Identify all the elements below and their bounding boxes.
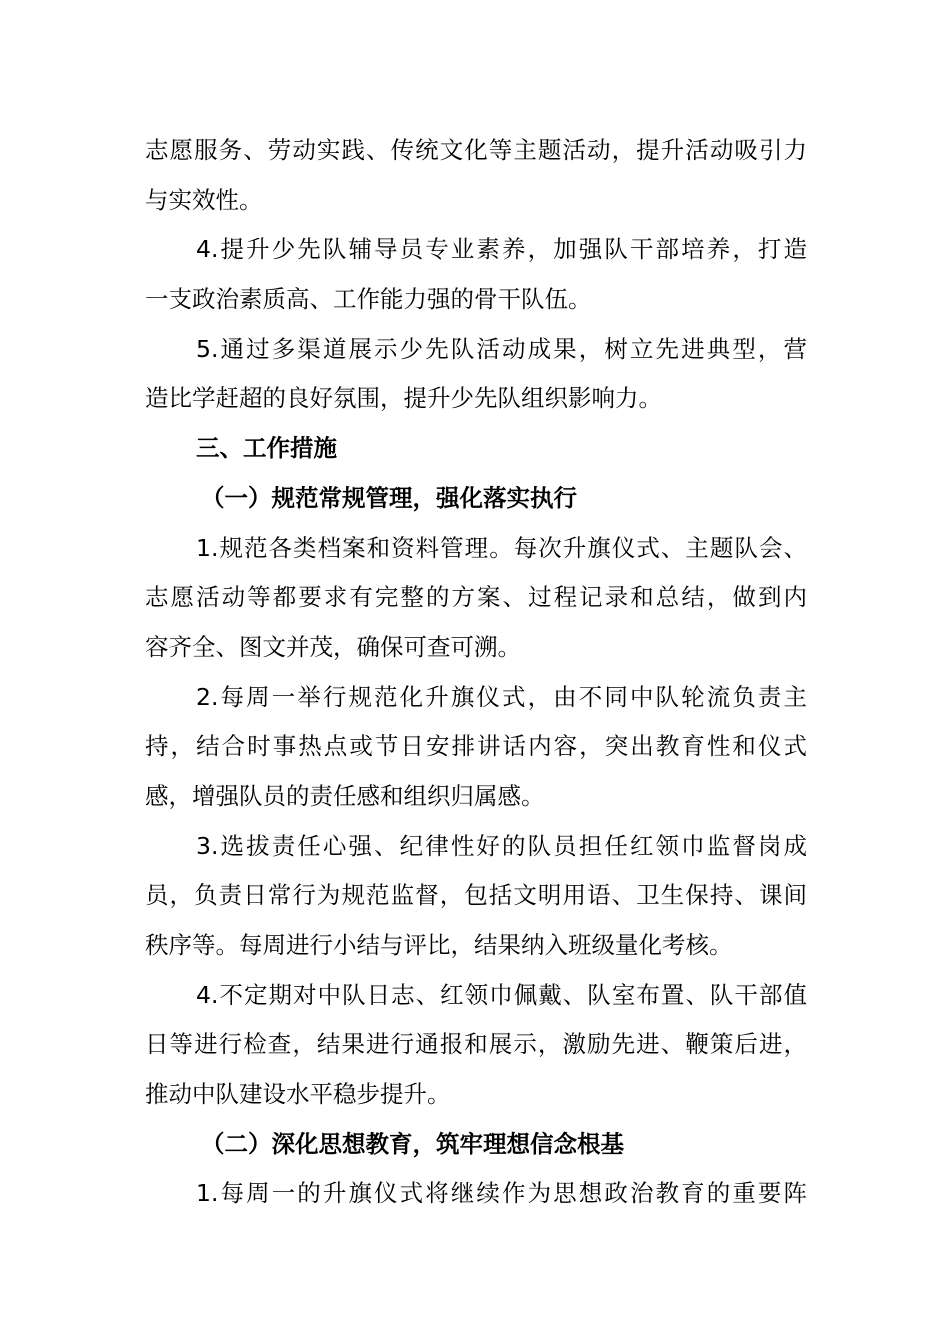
section-heading: 三、工作措施 bbox=[196, 434, 337, 463]
text-line: 推动中队建设水平稳步提升。 bbox=[145, 1080, 451, 1109]
text-line: 一支政治素质高、工作能力强的骨干队伍。 bbox=[145, 285, 592, 314]
text-line: 3.选拔责任心强、纪律性好的队员担任红领巾监督岗成 bbox=[196, 831, 807, 860]
text-line: 与实效性。 bbox=[145, 185, 263, 214]
section-heading: （二）深化思想教育，筑牢理想信念根基 bbox=[201, 1129, 624, 1158]
text-line: 志愿活动等都要求有完整的方案、过程记录和总结，做到内 bbox=[145, 583, 807, 612]
text-line: 1.规范各类档案和资料管理。每次升旗仪式、主题队会、 bbox=[196, 533, 807, 562]
text-line: 2.每周一举行规范化升旗仪式，由不同中队轮流负责主 bbox=[196, 682, 807, 711]
text-line: 志愿服务、劳动实践、传统文化等主题活动，提升活动吸引力 bbox=[145, 136, 807, 164]
text-line: 4.提升少先队辅导员专业素养，加强队干部培养，打造 bbox=[196, 235, 807, 264]
text-line: 日等进行检查，结果进行通报和展示，激励先进、鞭策后进， bbox=[145, 1030, 807, 1059]
section-heading: （一）规范常规管理，强化落实执行 bbox=[201, 483, 577, 512]
text-line: 员，负责日常行为规范监督，包括文明用语、卫生保持、课间 bbox=[145, 881, 807, 910]
text-line: 秩序等。每周进行小结与评比，结果纳入班级量化考核。 bbox=[145, 931, 733, 959]
text-line: 持，结合时事热点或节日安排讲话内容，突出教育性和仪式 bbox=[145, 732, 807, 761]
text-line: 容齐全、图文并茂，确保可查可溯。 bbox=[145, 632, 521, 661]
text-line: 造比学赶超的良好氛围，提升少先队组织影响力。 bbox=[145, 384, 662, 413]
text-line: 1.每周一的升旗仪式将继续作为思想政治教育的重要阵 bbox=[196, 1179, 807, 1208]
document-page bbox=[145, 126, 807, 1219]
text-line: 感，增强队员的责任感和组织归属感。 bbox=[145, 781, 545, 810]
text-line: 4.不定期对中队日志、红领巾佩戴、队室布置、队干部值 bbox=[196, 980, 807, 1009]
text-line: 5.通过多渠道展示少先队活动成果，树立先进典型，营 bbox=[196, 334, 807, 363]
